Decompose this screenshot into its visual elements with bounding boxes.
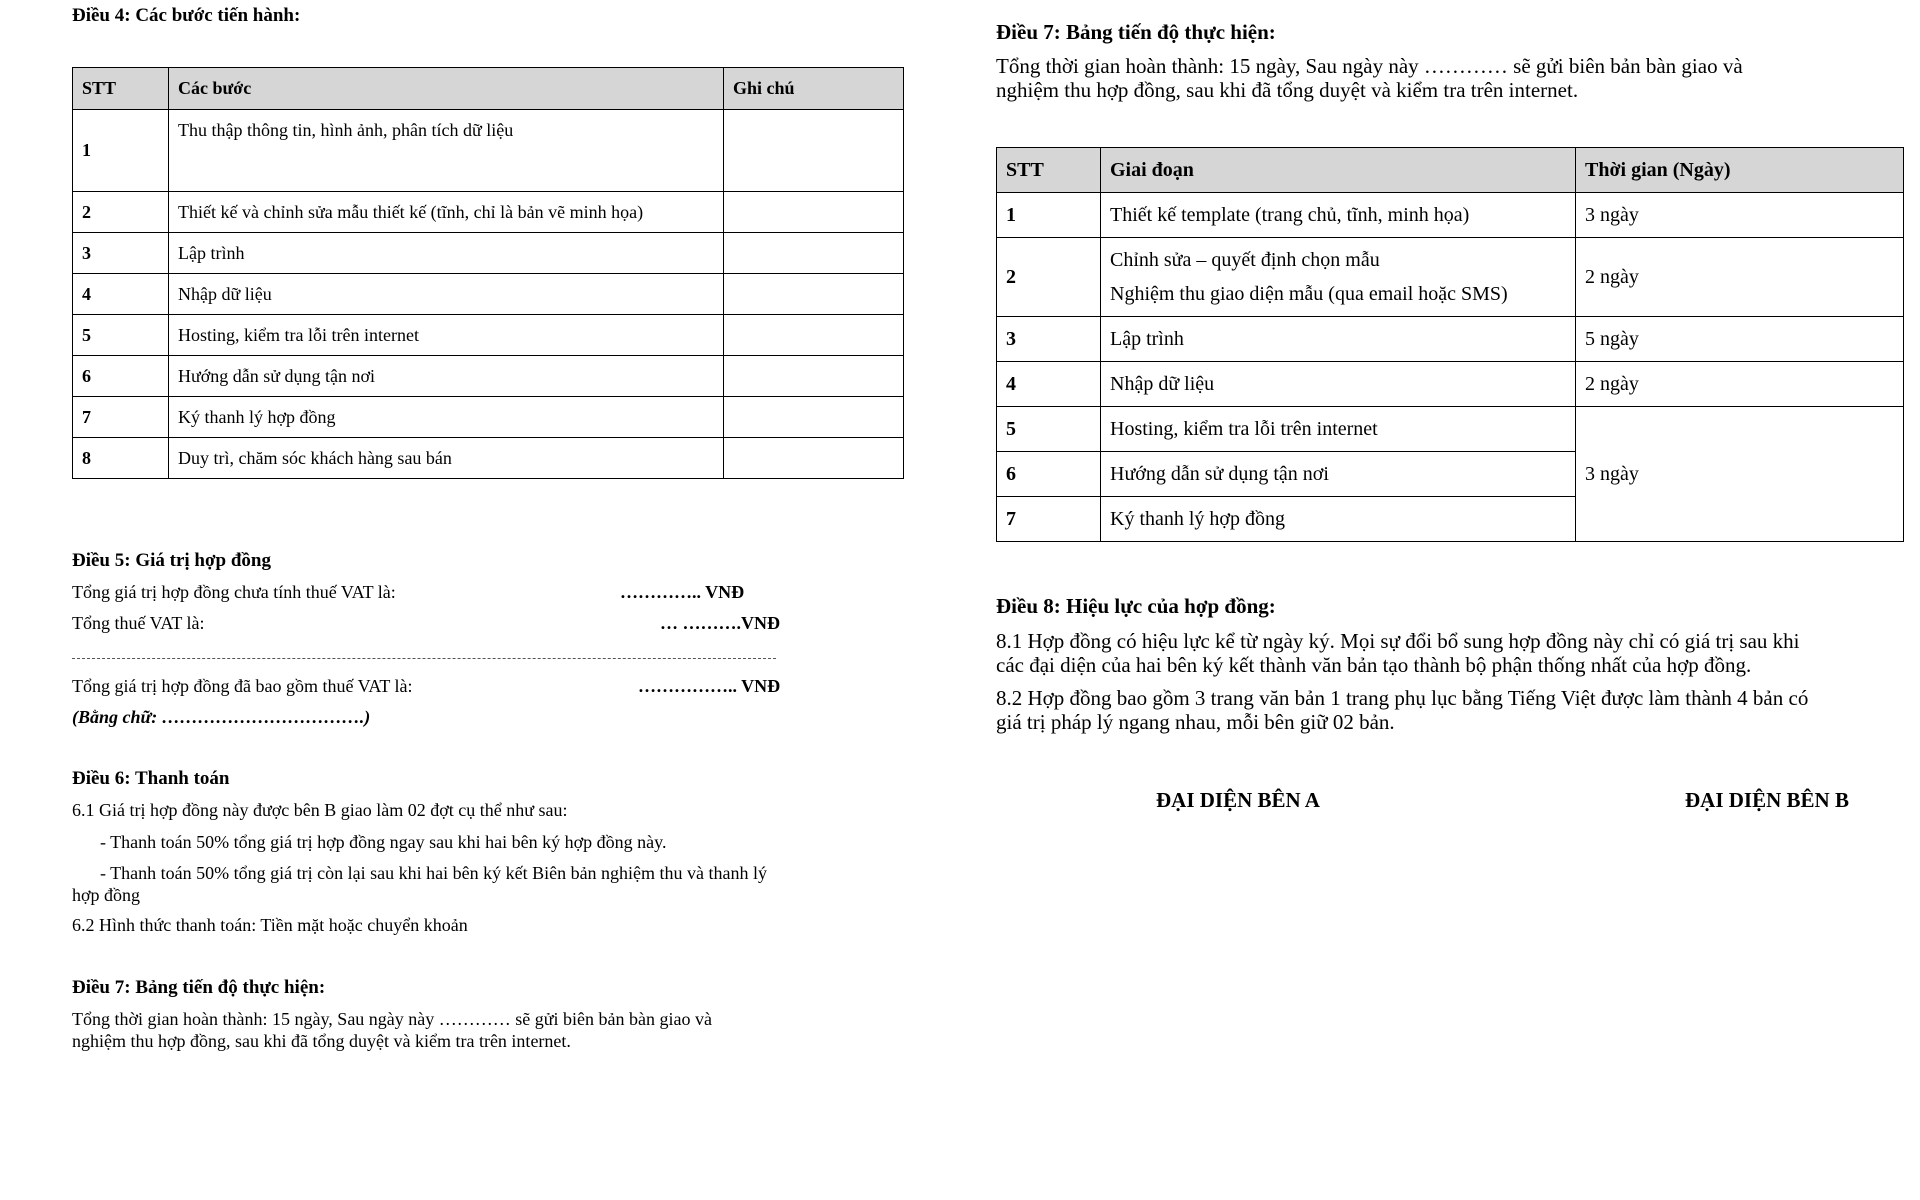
table-row — [73, 274, 904, 315]
column-header-steps: Các bước — [169, 68, 724, 110]
payment-p2: 6.2 Hình thức thanh toán: Tiền mặt hoặc chuyển khoản — [72, 915, 468, 935]
table-row — [997, 407, 1904, 452]
row-stt: 7 — [997, 497, 1101, 542]
column-header-notes: Ghi chú — [724, 68, 904, 110]
row-note — [724, 110, 904, 192]
row-duration: 3 ngày — [1576, 193, 1904, 238]
column-header-phase: Giai đoạn — [1101, 148, 1576, 193]
column-header-stt: STT — [73, 68, 169, 110]
art7-left-line-1: Tổng thời gian hoàn thành: 15 ngày, Sau ngày này ………… sẽ gửi biên bản bàn giao và — [72, 1009, 712, 1029]
row-phase: Ký thanh lý hợp đồng — [1101, 497, 1576, 542]
table-row — [73, 397, 904, 438]
schedule-table — [996, 147, 1904, 542]
row-phase-line-2: Nghiệm thu giao diện mẫu (qua email hoặc SMS) — [1110, 283, 1508, 305]
art7-heading-right: Điều 7: Bảng tiến độ thực hiện: — [996, 20, 1276, 44]
steps-table — [72, 67, 904, 479]
row-stt: 3 — [997, 317, 1101, 362]
row-duration: 2 ngày — [1576, 238, 1904, 317]
table-row — [73, 233, 904, 274]
total-label: Tổng giá trị hợp đồng đã bao gồm thuế VAT là: — [72, 676, 413, 696]
validity-p2-line-1: 8.2 Hợp đồng bao gồm 3 trang văn bản 1 trang phụ lục bằng Tiếng Việt được làm thành 4 bản có — [996, 686, 1809, 710]
row-step: Thiết kế và chỉnh sửa mẫu thiết kế (tĩnh, chỉ là bản vẽ minh họa) — [169, 192, 724, 233]
validity-p1-line-2: các đại diện của hai bên ký kết thành văn bản tạo thành bộ phận thống nhất của hợp đồng. — [996, 653, 1752, 677]
payment-bullet-2-cont: hợp đồng — [72, 885, 141, 905]
table-row — [73, 356, 904, 397]
subtotal-value: ………….. VNĐ — [620, 582, 745, 602]
row-note — [724, 397, 904, 438]
row-step: Lập trình — [169, 233, 724, 274]
subtotal-label: Tổng giá trị hợp đồng chưa tính thuế VAT là: — [72, 582, 396, 602]
row-step: Duy trì, chăm sóc khách hàng sau bán — [169, 438, 724, 479]
row-note — [724, 438, 904, 479]
row-stt: 1 — [997, 193, 1101, 238]
row-phase: Thiết kế template (trang chủ, tĩnh, minh họa) — [1101, 193, 1576, 238]
table-row — [997, 238, 1904, 317]
table-row — [997, 317, 1904, 362]
art8-heading: Điều 8: Hiệu lực của hợp đồng: — [996, 594, 1276, 618]
signature-party-a: ĐẠI DIỆN BÊN A — [1156, 788, 1320, 812]
table-row — [997, 362, 1904, 407]
row-phase: Nhập dữ liệu — [1101, 362, 1576, 407]
table-row — [73, 110, 904, 192]
art7-heading-left: Điều 7: Bảng tiến độ thực hiện: — [72, 977, 326, 998]
row-stt: 5 — [73, 315, 169, 356]
row-note — [724, 315, 904, 356]
row-phase: Hosting, kiểm tra lỗi trên internet — [1101, 407, 1576, 452]
column-header-duration: Thời gian (Ngày) — [1576, 148, 1904, 193]
row-step: Thu thập thông tin, hình ảnh, phân tích dữ liệu — [169, 110, 724, 192]
row-phase-line-1: Chỉnh sửa – quyết định chọn mẫu — [1110, 249, 1380, 271]
row-stt: 6 — [997, 452, 1101, 497]
row-note — [724, 356, 904, 397]
row-stt: 4 — [997, 362, 1101, 407]
row-stt: 8 — [73, 438, 169, 479]
vat-label: Tổng thuế VAT là: — [72, 613, 205, 633]
art6-heading: Điều 6: Thanh toán — [72, 768, 230, 789]
row-step: Ký thanh lý hợp đồng — [169, 397, 724, 438]
row-stt: 3 — [73, 233, 169, 274]
art7-right-line-2: nghiệm thu hợp đồng, sau khi đã tổng duyệt và kiểm tra trên internet. — [996, 78, 1579, 102]
row-step: Hướng dẫn sử dụng tận nơi — [169, 356, 724, 397]
validity-p2-line-2: giá trị pháp lý ngang nhau, mỗi bên giữ 02 bản. — [996, 710, 1395, 734]
table-row — [73, 438, 904, 479]
total-value: …………….. VNĐ — [638, 676, 781, 696]
payment-bullet-2: - Thanh toán 50% tổng giá trị còn lại sau khi hai bên ký kết Biên bản nghiệm thu và thanh lý — [100, 863, 768, 883]
art5-heading: Điều 5: Giá trị hợp đồng — [72, 550, 271, 571]
row-stt: 7 — [73, 397, 169, 438]
art7-right-line-1: Tổng thời gian hoàn thành: 15 ngày, Sau ngày này ………… sẽ gửi biên bản bàn giao và — [996, 54, 1743, 78]
row-stt: 1 — [73, 110, 169, 192]
row-stt: 2 — [997, 238, 1101, 317]
table-header-row — [997, 148, 1904, 193]
row-note — [724, 192, 904, 233]
row-phase-multi — [1101, 238, 1576, 317]
row-stt: 4 — [73, 274, 169, 315]
table-header-row — [73, 68, 904, 110]
table-row — [997, 193, 1904, 238]
row-duration: 2 ngày — [1576, 362, 1904, 407]
row-stt: 5 — [997, 407, 1101, 452]
row-step: Nhập dữ liệu — [169, 274, 724, 315]
vat-value: … ……….VNĐ — [660, 613, 780, 633]
row-note — [724, 233, 904, 274]
table-row — [73, 192, 904, 233]
art4-heading: Điều 4: Các bước tiến hành: — [72, 5, 301, 26]
row-stt: 2 — [73, 192, 169, 233]
amount-in-words: (Bằng chữ: …………………………….) — [72, 707, 371, 727]
art7-left-line-2: nghiệm thu hợp đồng, sau khi đã tổng duyệt và kiểm tra trên internet. — [72, 1031, 571, 1051]
payment-p1: 6.1 Giá trị hợp đồng này được bên B giao làm 02 đợt cụ thể như sau: — [72, 800, 568, 820]
row-duration: 5 ngày — [1576, 317, 1904, 362]
validity-p1-line-1: 8.1 Hợp đồng có hiệu lực kể từ ngày ký. Mọi sự đổi bổ sung hợp đồng này chỉ có giá trị sau khi — [996, 629, 1800, 653]
signature-party-b: ĐẠI DIỆN BÊN B — [1685, 788, 1849, 812]
column-header-stt: STT — [997, 148, 1101, 193]
dashed-divider — [72, 658, 776, 659]
row-note — [724, 274, 904, 315]
row-duration-merged: 3 ngày — [1576, 407, 1904, 542]
row-stt: 6 — [73, 356, 169, 397]
table-row — [73, 315, 904, 356]
row-phase: Hướng dẫn sử dụng tận nơi — [1101, 452, 1576, 497]
row-phase: Lập trình — [1101, 317, 1576, 362]
payment-bullet-1: - Thanh toán 50% tổng giá trị hợp đồng ngay sau khi hai bên ký hợp đồng này. — [100, 832, 667, 852]
row-step: Hosting, kiểm tra lỗi trên internet — [169, 315, 724, 356]
